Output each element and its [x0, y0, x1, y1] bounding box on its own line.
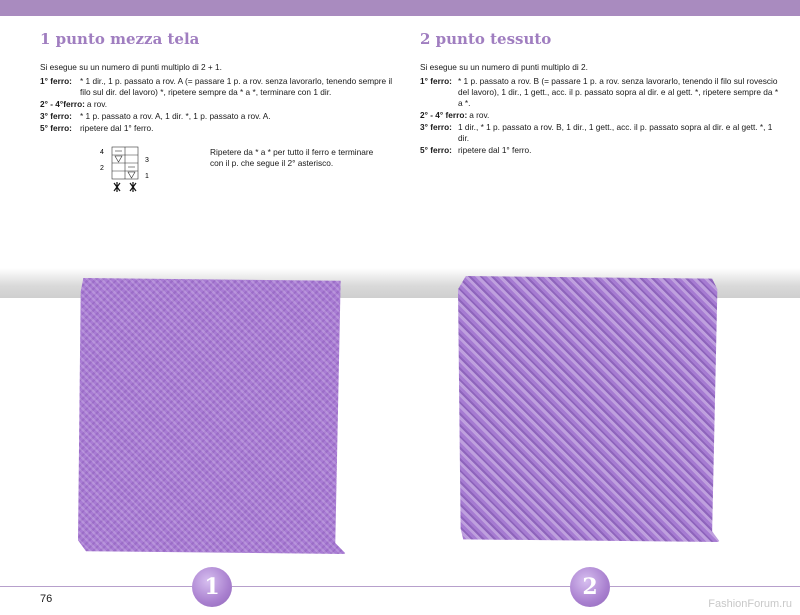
stitch-1-title: 1 punto mezza tela	[40, 30, 200, 48]
stitch-2-title: 2 punto tessuto	[420, 30, 552, 48]
row-label: 3° ferro:	[420, 122, 452, 132]
swatch-2-badge: 2	[570, 567, 610, 607]
swatch-1-badge: 1	[192, 567, 232, 607]
instruction-row	[40, 111, 400, 122]
row-text: 1 dir., * 1 p. passato a rov. B, 1 dir., 1 gett., acc. il p. passato sopra al dir. e al gett. *, 1 dir.	[458, 122, 773, 143]
stitch-chart	[96, 145, 156, 205]
instruction-row	[40, 76, 400, 98]
row-label: 2° - 4°ferro:	[40, 99, 85, 109]
row-label: 5° ferro:	[40, 123, 72, 133]
row-text: * 1 p. passato a rov. A, 1 dir. *, 1 p. passato a rov. A.	[80, 111, 271, 121]
row-text: ripetere dal 1° ferro.	[80, 123, 154, 133]
asterisk-icon	[114, 182, 136, 192]
instruction-row	[40, 123, 400, 134]
chart-row-label-1: 1	[145, 173, 149, 180]
footer-rule-left	[0, 586, 192, 587]
row-label: 1° ferro:	[40, 76, 72, 86]
instruction-row	[420, 145, 780, 156]
row-text: a rov.	[86, 99, 108, 109]
repeat-note: Ripetere da * a * per tutto il ferro e terminare con il p. che segue il 2° asterisco.	[210, 147, 374, 168]
watermark: FashionForum.ru	[708, 598, 792, 610]
instruction-row	[420, 76, 780, 109]
row-label: 3° ferro:	[40, 111, 72, 121]
row-text: a rov.	[469, 110, 490, 120]
row-text: * 1 dir., 1 p. passato a rov. A (= passare 1 p. a rov. senza lavorarlo, tenendo sempre il filo sul dir. del lavoro) *, ripetere sempre da * a *, terminare con 1 dir.	[80, 76, 393, 97]
page-number: 76	[40, 593, 53, 605]
footer-rule-middle	[232, 586, 570, 587]
stitch-2-section	[420, 30, 780, 157]
chart-row-label-4: 4	[100, 149, 104, 156]
row-label: 1° ferro:	[420, 76, 452, 86]
instruction-row	[420, 122, 780, 144]
footer-rule-right	[610, 586, 800, 587]
row-text: ripetere dal 1° ferro.	[458, 145, 532, 155]
row-text: * 1 p. passato a rov. B (= passare 1 p. a rov. senza lavorarlo, tenendo il filo sul rovescio del lavoro), 1 dir., 1 gett., acc. il p. passato sopra al dir. e al gett. *, ripetere sempre da * a *.	[458, 76, 779, 108]
instruction-row	[40, 99, 400, 110]
stitch-2-intro: Si esegue su un numero di punti multiplo di 2.	[420, 62, 588, 72]
chart-row-label-3: 3	[145, 157, 149, 164]
stitch-1-section	[40, 30, 400, 135]
swatch-2-image	[458, 276, 720, 542]
row-label: 2° - 4° ferro:	[420, 110, 468, 120]
top-accent-bar	[0, 0, 800, 16]
swatch-1-image	[78, 278, 346, 554]
row-label: 5° ferro:	[420, 145, 452, 155]
stitch-1-intro: Si esegue su un numero di punti multiplo di 2 + 1.	[40, 62, 222, 72]
chart-row-label-2: 2	[100, 165, 104, 172]
instruction-row	[420, 110, 780, 121]
